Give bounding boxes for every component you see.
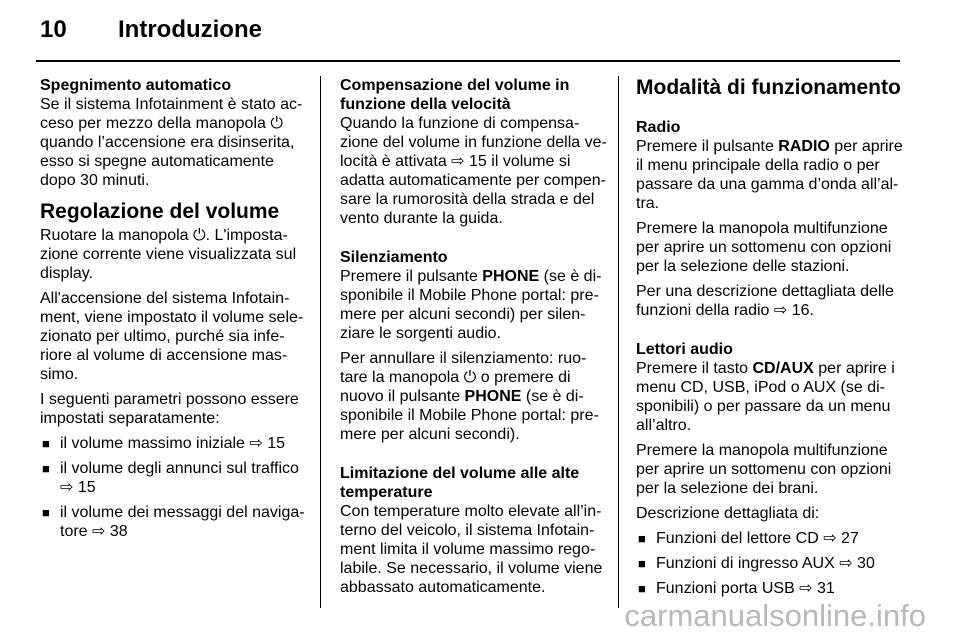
column-2 (340, 76, 608, 603)
section-title: Radio (636, 119, 681, 136)
paragraph: I seguenti parametri possono essere impostati separatamente: (40, 391, 299, 427)
section-heading: Modalità di funzionamento (636, 76, 901, 99)
key-label: CD/AUX (752, 360, 814, 377)
key-label: PHONE (464, 388, 522, 405)
paragraph: Premere il pulsante PHONE (se è di-sponibile il Mobile Phone portal: pre-mere per alcuni secondi) per silen-ziare le sorgenti audio. (340, 268, 602, 342)
paragraph: Ruotare la manopola ⏻. L'imposta-zione corrente viene visualizzata sul display. (40, 227, 297, 282)
column-divider (320, 76, 321, 608)
list-item: ■ Funzioni del lettore CD ⇨ 27 (636, 529, 904, 548)
header-rule (36, 60, 900, 62)
paragraph: Premere il pulsante RADIO per aprire il menu principale della radio o per passare da una gamma d’onda all’al-tra. (636, 138, 903, 212)
key-label: RADIO (778, 138, 830, 155)
column-1 (40, 76, 310, 547)
page-title: Introduzione (118, 16, 262, 43)
section-title: Spegnimento automatico (40, 77, 232, 94)
list-item: ■ il volume dei messaggi del naviga-tore ⇨ 38 (40, 503, 310, 541)
paragraph: Se il sistema Infotainment è stato ac-ceso per mezzo della manopola ⏻ quando l’accensione era disinserita, esso si spegne automaticamente dopo 30 minuti. (40, 96, 303, 189)
section-title: Compensazione del volume in funzione della velocità (340, 77, 570, 113)
paragraph: Quando la funzione di compensa-zione del volume in funzione della ve-locità è attivata ⇨ 15 il volume si adatta automaticamente per compen-sare la rumorosità della strada e del vento durante la guida. (340, 115, 607, 227)
section-title: Limitazione del volume alle alte temperature (340, 465, 580, 501)
watermark: carmanualsonline.info (624, 598, 926, 633)
paragraph: Premere il tasto CD/AUX per aprire i menu CD, USB, iPod o AUX (se di-sponibili) o per passare da un menu all’altro. (636, 360, 895, 434)
section-title: Lettori audio (636, 341, 733, 358)
column-3 (636, 76, 904, 604)
section-title: Silenziamento (340, 249, 448, 266)
list-item: ■ Funzioni porta USB ⇨ 31 (636, 579, 904, 598)
page-header (36, 16, 926, 48)
section-heading: Regolazione del volume (40, 200, 280, 223)
key-label: PHONE (482, 268, 540, 285)
paragraph: Per annullare il silenziamento: ruo-tare la manopola ⏻ o premere di nuovo il pulsante PHONE (se è di-sponibile il Mobile Phone portal: pre-mere per alcuni secondi). (340, 350, 599, 443)
paragraph: Premere la manopola multifunzione per aprire un sottomenu con opzioni per la selezione dei brani. (636, 442, 892, 497)
column-divider (618, 76, 619, 608)
paragraph: Con temperature molto elevate all’in-terno del veicolo, il sistema Infotain-ment limita il volume massimo rego-labile. Se necessario, il volume viene abbassato automaticamente. (340, 503, 603, 596)
paragraph: All'accensione del sistema Infotain-ment, viene impostato il volume sele-zionato per ultimo, purché sia infe-riore al volume di accensione mas-simo. (40, 290, 304, 383)
paragraph: Per una descrizione dettagliata delle funzioni della radio ⇨ 16. (636, 283, 894, 319)
page-number: 10 (40, 16, 67, 43)
list-item: ■ il volume degli annunci sul traffico ⇨ 15 (40, 459, 310, 497)
list-item: ■ il volume massimo iniziale ⇨ 15 (40, 434, 310, 453)
paragraph: Descrizione dettagliata di: (636, 505, 820, 522)
paragraph: Premere la manopola multifunzione per aprire un sottomenu con opzioni per la selezione delle stazioni. (636, 220, 892, 275)
list-item: ■ Funzioni di ingresso AUX ⇨ 30 (636, 554, 904, 573)
